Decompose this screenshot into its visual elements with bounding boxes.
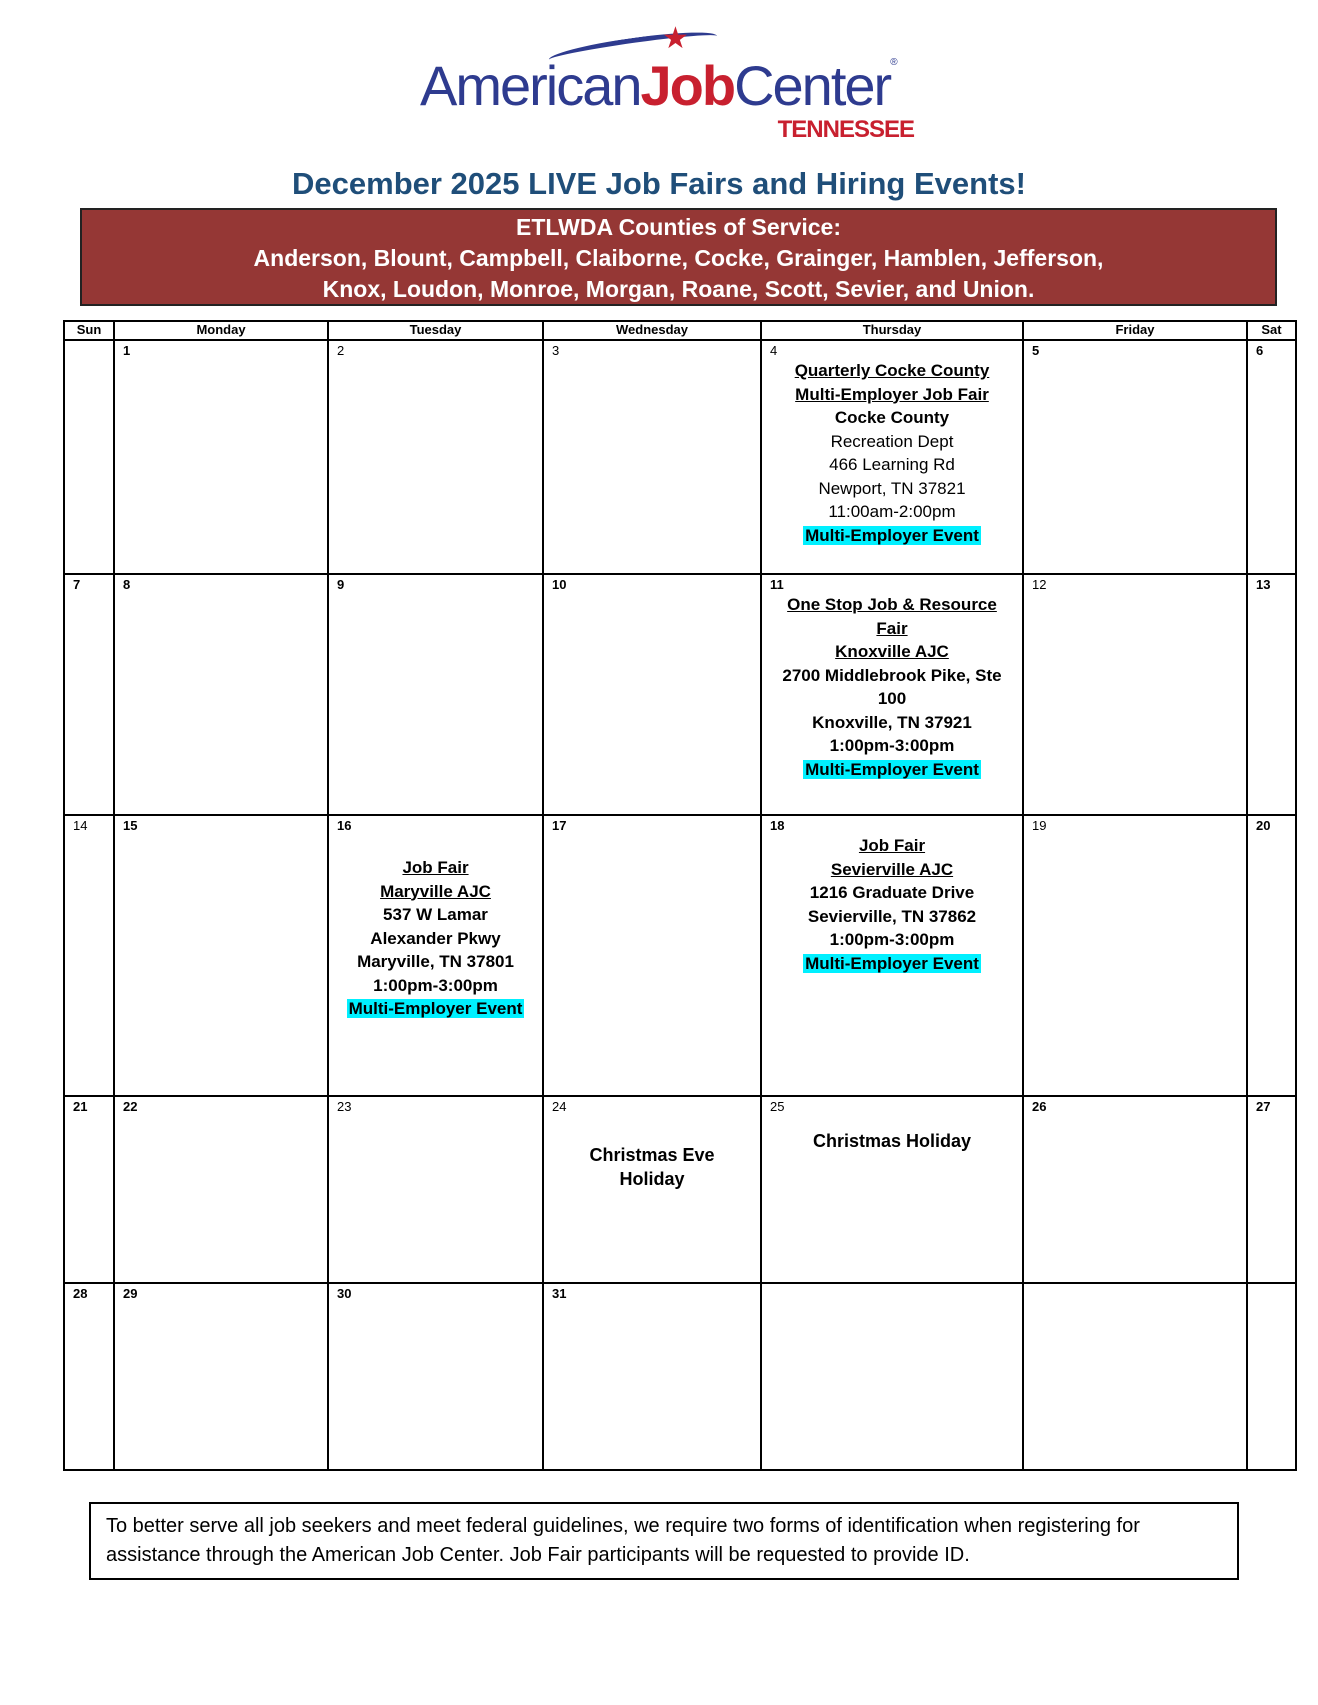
day-cell: 16 Job Fair Maryville AJC 537 W Lamar Alexander Pkwy Maryville, TN 37801 1:00pm-3:00pm Multi-Employer Event (328, 815, 543, 1096)
day-cell: 4 Quarterly Cocke County Multi-Employer Job Fair Cocke County Recreation Dept 466 Learning Rd Newport, TN 37821 11:00am-2:00pm Multi-Employer Event (761, 340, 1023, 574)
day-header: Monday (114, 321, 328, 340)
day-cell: 25 Christmas Holiday (761, 1096, 1023, 1283)
weekday-header (64, 321, 1296, 340)
day-cell: 11 One Stop Job & Resource Fair Knoxville AJC 2700 Middlebrook Pike, Ste 100 Knoxville, TN 37921 1:00pm-3:00pm Multi-Employer Event (761, 574, 1023, 815)
day-cell: 15 (114, 815, 328, 1096)
day-cell: 20 (1247, 815, 1296, 1096)
day-cell: 22 (114, 1096, 328, 1283)
day-cell: 28 (64, 1283, 114, 1470)
day-cell: 18 Job Fair Sevierville AJC 1216 Graduate Drive Sevierville, TN 37862 1:00pm-3:00pm Multi-Employer Event (761, 815, 1023, 1096)
week-row (64, 815, 1296, 1096)
event-sevierville-ajc: Job Fair Sevierville AJC 1216 Graduate Drive Sevierville, TN 37862 1:00pm-3:00pm Multi-Employer Event (805, 836, 979, 973)
american-job-center-logo: ★ AmericanJobCenter® TENNESSEE (420, 22, 914, 143)
day-cell: 27 (1247, 1096, 1296, 1283)
day-cell: 14 (64, 815, 114, 1096)
day-cell: 10 (543, 574, 761, 815)
holiday-christmas-eve: Christmas Eve Holiday (589, 1145, 715, 1189)
day-cell: 31 (543, 1283, 761, 1470)
page-title: December 2025 LIVE Job Fairs and Hiring Events! (292, 166, 1026, 201)
day-cell: 7 (64, 574, 114, 815)
id-requirement-notice: To better serve all job seekers and meet federal guidelines, we require two forms of identification when registering for assistance through the American Job Center. Job Fair participants will be requested to provide ID. (89, 1502, 1239, 1580)
day-cell: 12 (1023, 574, 1247, 815)
day-cell: 2 (328, 340, 543, 574)
day-cell: 24 Christmas Eve Holiday (543, 1096, 761, 1283)
week-row (64, 574, 1296, 815)
day-cell: 19 (1023, 815, 1247, 1096)
day-cell (761, 1283, 1023, 1470)
week-row (64, 340, 1296, 574)
event-knoxville-ajc: One Stop Job & Resource Fair Knoxville AJC 2700 Middlebrook Pike, Ste 100 Knoxville, TN 37921 1:00pm-3:00pm Multi-Employer Event (782, 595, 1002, 779)
day-cell: 26 (1023, 1096, 1247, 1283)
event-maryville-ajc: Job Fair Maryville AJC 537 W Lamar Alexander Pkwy Maryville, TN 37801 1:00pm-3:00pm Multi-Employer Event (348, 858, 523, 1018)
holiday-christmas: Christmas Holiday (812, 1131, 972, 1151)
calendar (63, 320, 1297, 1471)
day-cell: 21 (64, 1096, 114, 1283)
day-header: Friday (1023, 321, 1247, 340)
day-cell: 30 (328, 1283, 543, 1470)
event-type-badge: Multi-Employer Event (805, 953, 979, 973)
day-header: Thursday (761, 321, 1023, 340)
day-header: Wednesday (543, 321, 761, 340)
day-cell: 17 (543, 815, 761, 1096)
day-cell (1247, 1283, 1296, 1470)
day-header: Sun (64, 321, 114, 340)
event-type-badge: Multi-Employer Event (805, 525, 979, 545)
day-cell: 3 (543, 340, 761, 574)
counties-banner: ETLWDA Counties of Service: Anderson, Blount, Campbell, Claiborne, Cocke, Grainger, Hamblen, Jefferson, Knox, Loudon, Monroe, Morgan, Roane, Scott, Sevier, and Union. (80, 208, 1277, 306)
day-cell: 5 (1023, 340, 1247, 574)
day-cell: 9 (328, 574, 543, 815)
day-cell (1023, 1283, 1247, 1470)
day-cell (64, 340, 114, 574)
day-cell: 23 (328, 1096, 543, 1283)
event-type-badge: Multi-Employer Event (348, 999, 523, 1018)
day-cell: 13 (1247, 574, 1296, 815)
logo-star-icon: ★ (662, 22, 689, 55)
week-row (64, 1096, 1296, 1283)
week-row (64, 1283, 1296, 1470)
day-cell: 6 (1247, 340, 1296, 574)
day-cell: 8 (114, 574, 328, 815)
day-header: Tuesday (328, 321, 543, 340)
day-cell: 1 (114, 340, 328, 574)
day-header: Sat (1247, 321, 1296, 340)
event-cocke-county: Quarterly Cocke County Multi-Employer Job Fair Cocke County Recreation Dept 466 Learning Rd Newport, TN 37821 11:00am-2:00pm Multi-Employer Event (794, 361, 990, 545)
event-type-badge: Multi-Employer Event (805, 759, 979, 779)
day-cell: 29 (114, 1283, 328, 1470)
